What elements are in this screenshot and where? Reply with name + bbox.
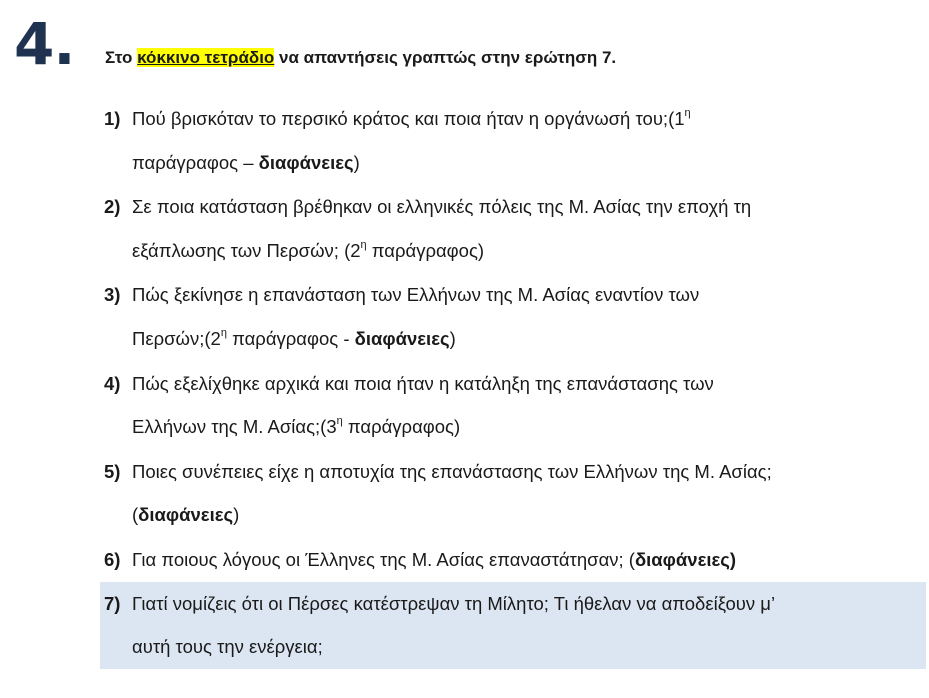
question-line-1 bbox=[132, 273, 926, 317]
question-line-1 bbox=[132, 450, 926, 494]
question-text: εξάπλωσης των Περσών; (2 bbox=[132, 239, 361, 261]
question-number: 4) bbox=[104, 372, 121, 394]
question-number: 3) bbox=[104, 284, 121, 306]
question-line-2 bbox=[132, 405, 926, 449]
question-4 bbox=[100, 361, 926, 449]
question-line-1 bbox=[132, 185, 926, 229]
question-text: Ελλήνων της Μ. Ασίας;(3 bbox=[132, 416, 337, 438]
question-1 bbox=[100, 96, 926, 184]
bold-reference: διαφάνειες) bbox=[634, 548, 737, 570]
question-line-1 bbox=[132, 538, 926, 582]
superscript: η bbox=[336, 415, 343, 427]
question-text: Ποιες συνέπειες είχε η αποτυχία της επανάστασης των Ελλήνων της Μ. Ασίας; bbox=[132, 460, 772, 482]
question-text: Σε ποια κατάσταση βρέθηκαν οι ελληνικές πόλεις της Μ. Ασίας την εποχή τη bbox=[132, 196, 752, 218]
question-text: παράγραφος – bbox=[132, 151, 259, 173]
question-number: 1) bbox=[104, 108, 121, 129]
question-text: ) bbox=[449, 327, 456, 349]
question-text: παράγραφος) bbox=[366, 239, 485, 261]
question-line-2 bbox=[132, 493, 926, 537]
instruction-after: να απαντήσεις γραπτώς στην ερώτηση 7. bbox=[274, 48, 617, 67]
question-3 bbox=[100, 272, 926, 360]
superscript: η bbox=[220, 326, 227, 339]
instruction-highlight: κόκκινο τετράδιο bbox=[137, 48, 275, 67]
questions-list bbox=[100, 96, 926, 669]
question-text: ) bbox=[353, 151, 360, 173]
question-text: Πώς εξελίχθηκε αρχικά και ποια ήταν η κατάληξη της επανάστασης των bbox=[132, 372, 714, 394]
bold-reference: διαφάνειες bbox=[138, 504, 234, 526]
question-number: 2) bbox=[104, 196, 121, 218]
bold-reference: διαφάνειες bbox=[354, 327, 450, 349]
instruction-text bbox=[105, 44, 616, 72]
question-number: 5) bbox=[104, 460, 121, 482]
question-line-2 bbox=[132, 229, 926, 273]
question-line-1 bbox=[132, 362, 926, 406]
bold-reference: διαφάνειες bbox=[258, 151, 354, 173]
question-text: Πώς ξεκίνησε η επανάσταση των Ελλήνων της Μ. Ασίας εναντίον των bbox=[132, 284, 700, 306]
question-number: 7) bbox=[104, 592, 121, 614]
question-line-1 bbox=[132, 582, 926, 626]
question-text: Πού βρισκόταν το περσικό κράτος και ποια ήταν η οργάνωσή του;(1 bbox=[132, 108, 685, 129]
question-text: Γιατί νομίζεις ότι οι Πέρσες κατέστρεψαν τη Μίλητο; Τι ήθελαν να αποδείξουν μ’ bbox=[132, 592, 776, 614]
question-line-1 bbox=[132, 97, 926, 141]
question-2 bbox=[100, 184, 926, 272]
question-line-2 bbox=[132, 317, 926, 361]
question-text: ( bbox=[132, 504, 139, 526]
question-text: παράγραφος) bbox=[342, 416, 461, 438]
instruction-before: Στο bbox=[105, 48, 138, 67]
question-text: Για ποιους λόγους οι Έλληνες της Μ. Ασίας επαναστάτησαν; ( bbox=[132, 548, 635, 570]
question-6 bbox=[100, 537, 926, 582]
question-7 bbox=[100, 582, 926, 669]
question-line-2 bbox=[132, 141, 926, 185]
question-text: αυτή τους την ενέργεια; bbox=[132, 636, 323, 658]
section-number: 4. bbox=[14, 10, 75, 78]
question-text: Περσών;(2 bbox=[132, 327, 221, 349]
question-text: ) bbox=[233, 504, 240, 526]
question-number: 6) bbox=[104, 548, 121, 570]
question-line-2 bbox=[132, 625, 926, 669]
superscript: η bbox=[360, 238, 367, 251]
question-5 bbox=[100, 449, 926, 537]
superscript: η bbox=[684, 106, 691, 119]
question-text: παράγραφος - bbox=[226, 327, 355, 349]
